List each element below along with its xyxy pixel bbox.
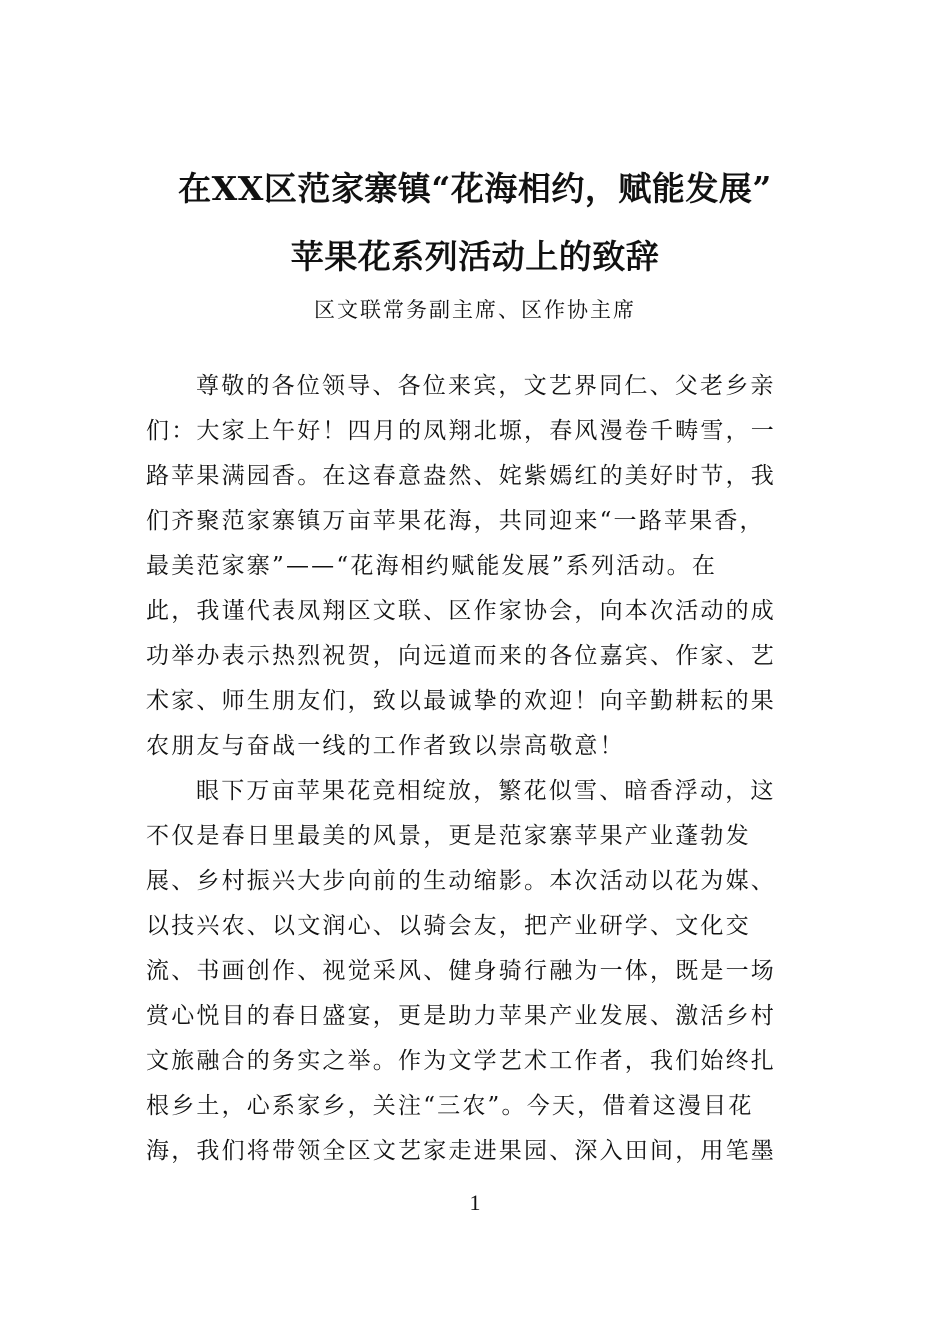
paragraph-line: 农朋友与奋战一线的工作者致以崇高敬意！ (146, 733, 625, 759)
paragraph-line: 以技兴农、以文润心、以骑会友，把产业研学、文化交 (146, 913, 751, 939)
document-body (146, 364, 786, 1174)
author-line: 区文联常务副主席、区作协主席 (314, 298, 636, 322)
paragraph-line: 展、乡村振兴大步向前的生动缩影。本次活动以花为媒、 (146, 868, 776, 894)
paragraph-line: 赏心悦目的春日盛宴，更是助力苹果产业发展、激活乡村 (146, 1003, 776, 1029)
paragraph-line: 尊敬的各位领导、各位来宾，文艺界同仁、父老乡亲 (196, 373, 776, 399)
document-title-line-1: 在XX区范家寨镇“花海相约，赋能发展” (178, 169, 772, 208)
paragraph-line: 流、书画创作、视觉采风、健身骑行融为一体，既是一场 (146, 958, 776, 984)
paragraph-line: 们齐聚范家寨镇万亩苹果花海，共同迎来“一路苹果香， (146, 508, 765, 534)
paragraph-line: 根乡土，心系家乡，关注“三农”。今天，借着这漫目花 (146, 1093, 754, 1119)
paragraph-line: 术家、师生朋友们，致以最诚挚的欢迎！向辛勤耕耘的果 (146, 688, 776, 714)
paragraph-line: 海，我们将带领全区文艺家走进果园、深入田间，用笔墨 (146, 1138, 776, 1164)
paragraph-line: 路苹果满园香。在这春意盎然、姹紫嫣红的美好时节，我 (146, 463, 776, 489)
paragraph-line: 们：大家上午好！四月的凤翔北塬，春风漫卷千畴雪，一 (146, 418, 776, 444)
paragraph-line: 不仅是春日里最美的风景，更是范家寨苹果产业蓬勃发 (146, 823, 751, 849)
page-number: 1 (469, 1190, 481, 1215)
paragraph-line: 文旅融合的务实之举。作为文学艺术工作者，我们始终扎 (146, 1048, 776, 1074)
paragraph-line: 此，我谨代表凤翔区文联、区作家协会，向本次活动的成 (146, 598, 776, 624)
paragraph-line: 最美范家寨”——“花海相约赋能发展”系列活动。在 (146, 553, 718, 579)
paragraph-line: 功举办表示热烈祝贺，向远道而来的各位嘉宾、作家、艺 (146, 643, 776, 669)
document-title-line-2: 苹果花系列活动上的致辞 (290, 237, 660, 276)
paragraph-line: 眼下万亩苹果花竞相绽放，繁花似雪、暗香浮动，这 (196, 778, 776, 804)
paragraph-2 (146, 769, 786, 1174)
paragraph-1 (146, 364, 786, 769)
